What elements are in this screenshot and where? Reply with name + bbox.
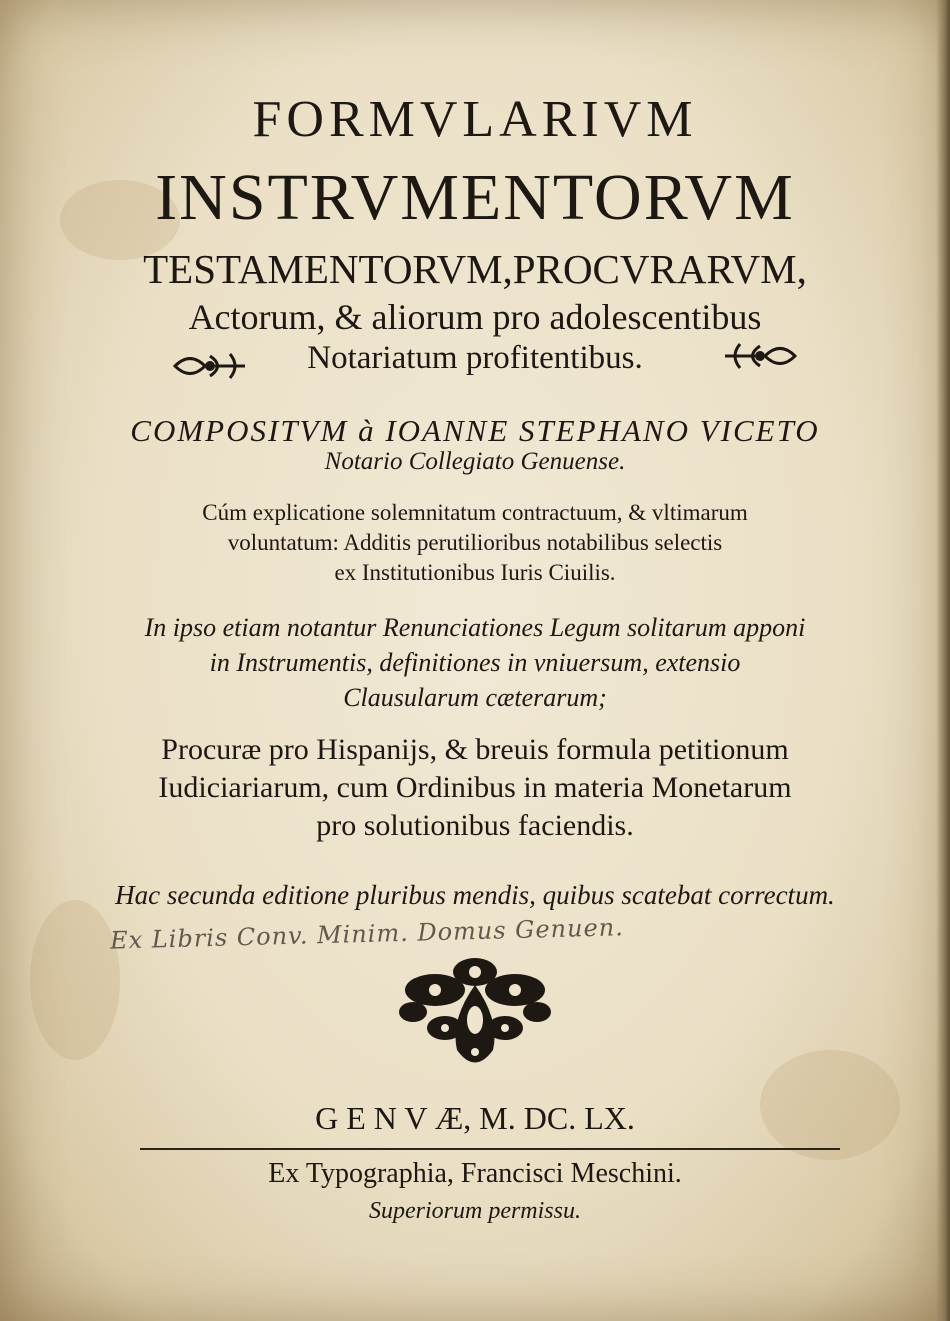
title-line-3: TESTAMENTORVM,PROCVRARVM,	[143, 246, 807, 292]
para2-line-3: Clausularum cæterarum;	[343, 683, 607, 712]
para1-line-2: voluntatum: Additis perutilioribus notabilibus selectis	[227, 530, 723, 555]
para3-line-2: Iudiciariarum, cum Ordinibus in materia Monetarum	[158, 771, 792, 804]
permission-line: Superiorum permissu.	[368, 1198, 581, 1224]
printer-line: Ex Typographia, Francisci Meschini.	[268, 1158, 682, 1189]
title-line-1: FORMVLARIVM	[252, 91, 698, 148]
title-line-4: Actorum, & aliorum pro adolescentibus	[188, 297, 762, 337]
imprint-place-date: G E N V Æ, M. DC. LX.	[315, 1100, 635, 1136]
woodcut-ornament-icon	[395, 950, 555, 1080]
para2-line-2: in Instrumentis, definitiones in vniuersum, extensio	[209, 648, 741, 677]
author-line-1: COMPOSITVM à IOANNE STEPHANO VICETO	[130, 413, 820, 448]
handwritten-ownership-note: Ex Libris Conv. Minim. Domus Genuen.	[109, 913, 625, 955]
title-line-2: INSTRVMENTORVM	[155, 161, 795, 234]
para3-line-1: Procuræ pro Hispanijs, & breuis formula petitionum	[161, 733, 789, 766]
para2-line-1: In ipso etiam notantur Renunciationes Legum solitarum apponi	[144, 613, 806, 642]
title-line-5: Notariatum profitentibus.	[307, 340, 643, 376]
author-line-2: Notario Collegiato Genuense.	[324, 448, 626, 475]
edition-note: Hac secunda editione pluribus mendis, quibus scatebat correctum.	[115, 880, 835, 910]
para1-line-3: ex Institutionibus Iuris Ciuilis.	[334, 560, 616, 585]
fleuron-right-icon	[720, 336, 800, 376]
paper-stain	[30, 900, 120, 1060]
para3-line-3: pro solutionibus faciendis.	[316, 809, 634, 842]
para1-line-1: Cúm explicatione solemnitatum contractuum, & vltimarum	[202, 500, 748, 525]
imprint-rule	[140, 1148, 840, 1150]
